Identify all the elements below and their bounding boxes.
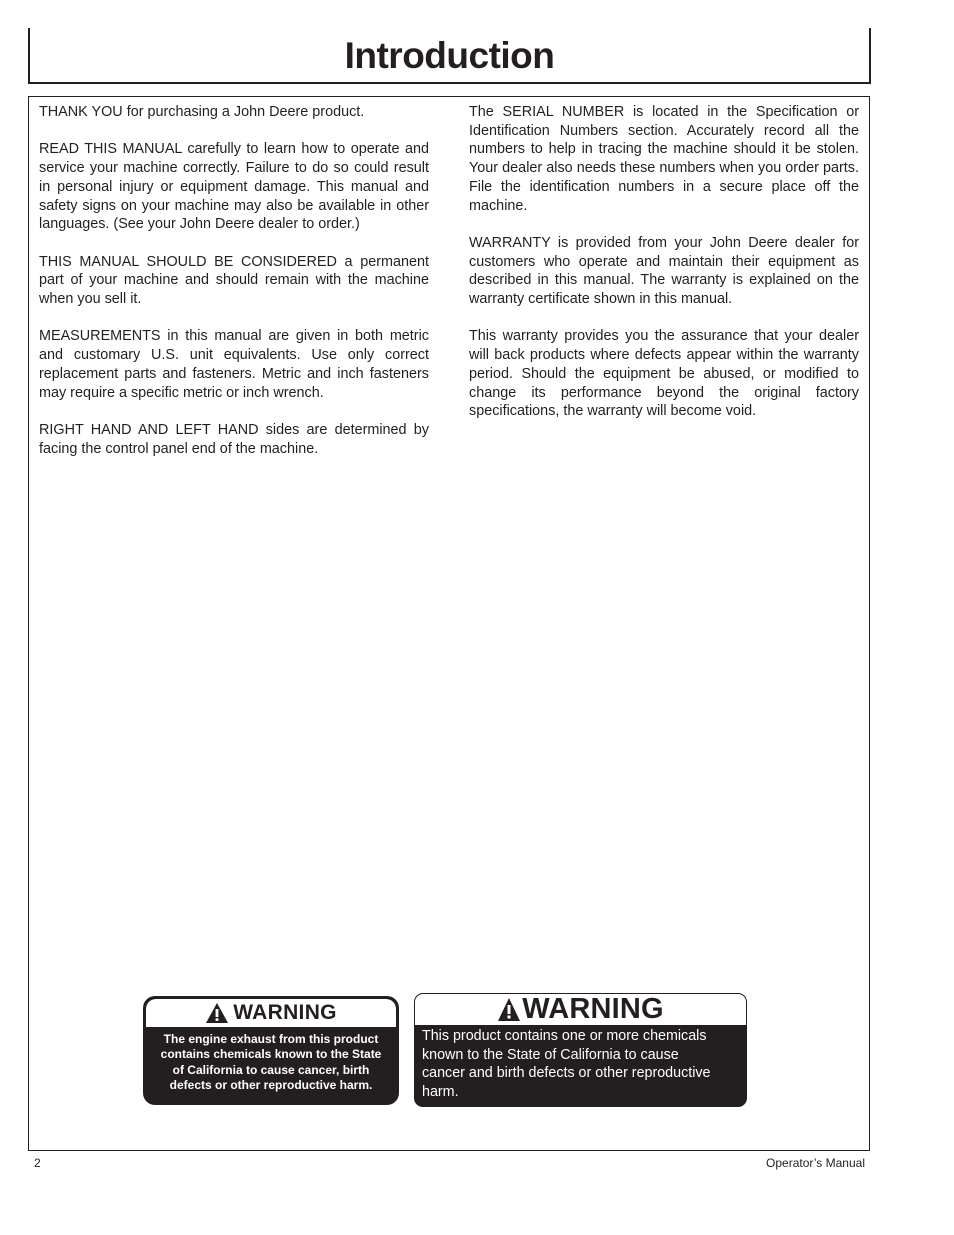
warning-heading: WARNING (522, 993, 664, 1025)
warning-heading: WARNING (233, 1001, 337, 1024)
warning-line: contains chemicals known to the State (160, 1047, 382, 1062)
warning-line: of California to cause cancer, birth (172, 1062, 370, 1077)
warning-header (415, 994, 746, 1025)
paragraph-thank-you: THANK YOU for purchasing a John Deere product. (39, 104, 365, 120)
warning-line: This product contains one or more chemicals (422, 1028, 707, 1044)
warning-text (145, 1032, 397, 1094)
page-number: 2 (34, 1156, 41, 1170)
warning-triangle-icon (205, 1002, 229, 1024)
engine-exhaust-warning-label (143, 996, 399, 1105)
paragraph-warranty: WARRANTY is provided from your John Deere dealer for customers who operate and maintain their equipment as described in this manual. The warranty is explained on the warranty certificate shown in this manual. (469, 234, 859, 308)
warning-text (422, 1027, 743, 1101)
right-column (469, 103, 859, 440)
warning-line: known to the State of California to cause (422, 1046, 679, 1063)
paragraph-measurements: MEASUREMENTS in this manual are given in both metric and customary U.S. unit equivalents. Use only correct replacement parts and fasteners. Metric and inch fasteners may require a specific metric or inch wrench. (39, 328, 429, 401)
warning-triangle-icon (497, 997, 521, 1022)
paragraph-warranty-assurance: This warranty provides you the assurance that your dealer will back products where defects appear within the warranty period. Should the equipment be abused, or modified to change its performance beyond the original factory specifications, the warranty will become void. (469, 328, 859, 420)
left-column (39, 103, 429, 477)
warning-line: harm. (422, 1083, 459, 1100)
warning-line: defects or other reproductive harm. (169, 1078, 373, 1093)
paragraph-right-left-hand: RIGHT HAND AND LEFT HAND sides are determined by facing the control panel end of the machine. (39, 421, 429, 457)
page-header (28, 28, 871, 84)
paragraph-permanent-part: THIS MANUAL SHOULD BE CONSIDERED a permanent part of your machine and should remain with the machine when you sell it. (39, 253, 429, 307)
warning-line: cancer and birth defects or other reproductive (422, 1065, 711, 1082)
chemicals-warning-label (414, 993, 747, 1107)
paragraph-serial-number: The SERIAL NUMBER is located in the Specification or Identification Numbers section. Accurately record all the numbers to help in tracing the machine should it be stolen. Your dealer also needs these numbers when you order parts. File the identification numbers in a secure place off the machine. (469, 104, 859, 214)
paragraph-read-manual: READ THIS MANUAL carefully to learn how to operate and service your machine correctly. Failure to do so could result in personal injury or equipment damage. This manual and safety signs on your machine may also be available in other languages. (See your John Deere dealer to order.) (39, 141, 429, 233)
page-title: Introduction (344, 35, 555, 76)
warning-header (146, 999, 396, 1027)
warning-line: The engine exhaust from this product (163, 1032, 379, 1046)
footer-label: Operator’s Manual (766, 1156, 865, 1170)
